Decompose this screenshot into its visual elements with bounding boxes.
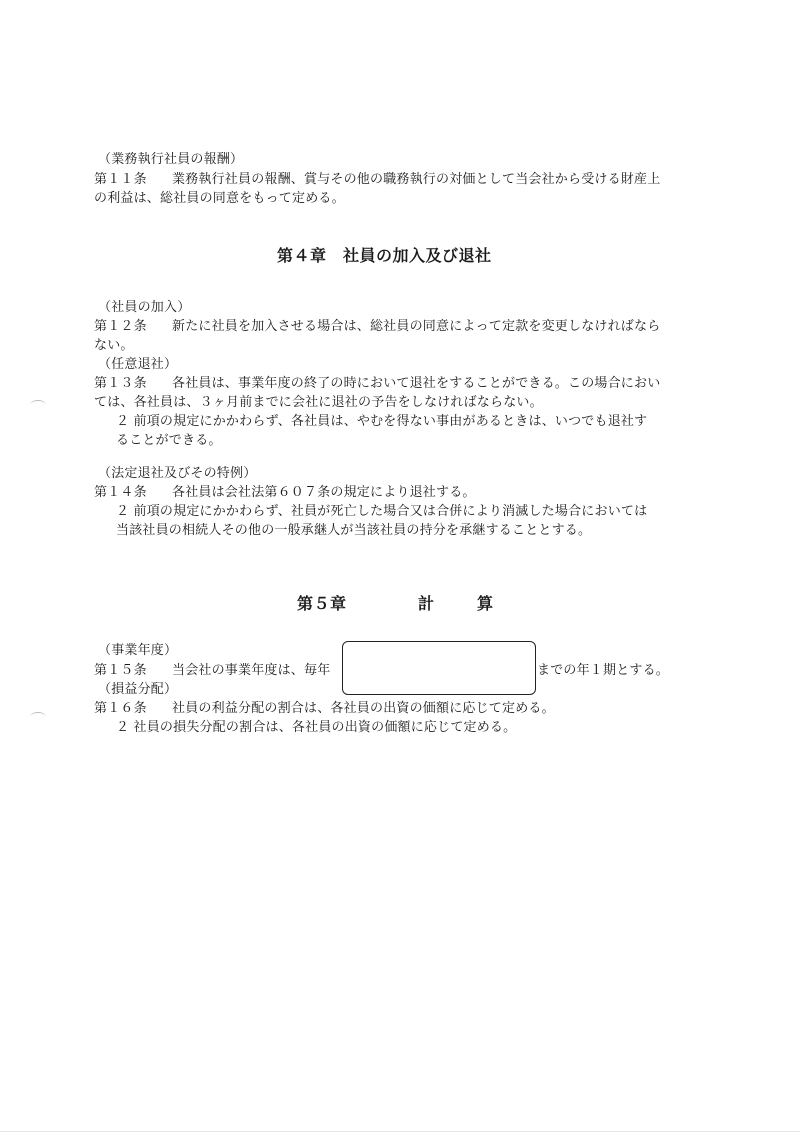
article-13-caption: （任意退社） <box>98 357 178 372</box>
article-16-number: 第１６条 <box>94 701 147 716</box>
article-14-text-1: 各社員は会社法第６０７条の規定により退社する。 <box>172 485 476 500</box>
chapter-4-heading: 第４章 社員の加入及び退社 <box>277 246 492 265</box>
redaction-box <box>342 641 536 695</box>
article-13-line-1 <box>94 374 660 393</box>
article-14-para-2-line-1: ２ 前項の規定にかかわらず、社員が死亡した場合又は合併により消滅した場合においては <box>116 504 648 519</box>
punch-hole-mark-lower <box>30 712 46 721</box>
article-15-text-before: 当会社の事業年度は、毎年 <box>172 663 331 678</box>
article-15-number: 第１５条 <box>94 663 147 678</box>
article-15-line-1 <box>94 661 330 680</box>
scan-bottom-edge <box>0 1131 800 1132</box>
article-12-caption: （社員の加入） <box>98 300 191 315</box>
article-12-text-1: 新たに社員を加入させる場合は、総社員の同意によって定款を変更しなければなら <box>172 319 661 334</box>
article-13-line-2: ては、各社員は、３ヶ月前までに会社に退社の予告をしなければならない。 <box>94 395 543 410</box>
article-14-caption: （法定退社及びその特例） <box>98 466 257 481</box>
article-16-line-1 <box>94 699 555 718</box>
article-11-line-1 <box>94 170 660 189</box>
punch-hole-mark-upper <box>30 400 46 409</box>
article-13-text-1: 各社員は、事業年度の終了の時において退社をすることができる。この場合におい <box>172 376 661 391</box>
article-14-number: 第１４条 <box>94 485 147 500</box>
article-15-caption: （事業年度） <box>98 643 178 658</box>
article-11-caption: （業務執行社員の報酬） <box>98 152 244 167</box>
article-14-para-2-line-2: 当該社員の相続人その他の一般承継人が当該社員の持分を承継することとする。 <box>116 523 592 538</box>
article-11-text-1: 業務執行社員の報酬、賞与その他の職務執行の対価として当会社から受ける財産上 <box>172 172 661 187</box>
article-15-text-after: までの年１期とする。 <box>537 663 670 678</box>
article-11-number: 第１１条 <box>94 172 147 187</box>
article-12-number: 第１２条 <box>94 319 147 334</box>
article-12-line-1 <box>94 317 660 336</box>
article-16-para-2-line-1: ２ 社員の損失分配の割合は、各社員の出資の価額に応じて定める。 <box>116 720 517 735</box>
chapter-5-title-part-2: 算 <box>477 594 494 613</box>
chapter-5-number: 第５章 <box>297 594 347 613</box>
article-14-line-1 <box>94 483 476 502</box>
article-16-caption: （損益分配） <box>98 682 178 697</box>
article-11-line-2: の利益は、総社員の同意をもって定める。 <box>94 191 345 206</box>
article-13-para-2-line-1: ２ 前項の規定にかかわらず、各社員は、やむを得ない事由があるときは、いつでも退社す <box>116 414 648 429</box>
article-13-number: 第１３条 <box>94 376 147 391</box>
article-13-para-2-line-2: ることができる。 <box>116 433 222 448</box>
article-16-text-1: 社員の利益分配の割合は、各社員の出資の価額に応じて定める。 <box>172 701 555 716</box>
chapter-5-title-part-1: 計 <box>418 594 435 613</box>
article-12-line-2: ない。 <box>94 338 134 353</box>
